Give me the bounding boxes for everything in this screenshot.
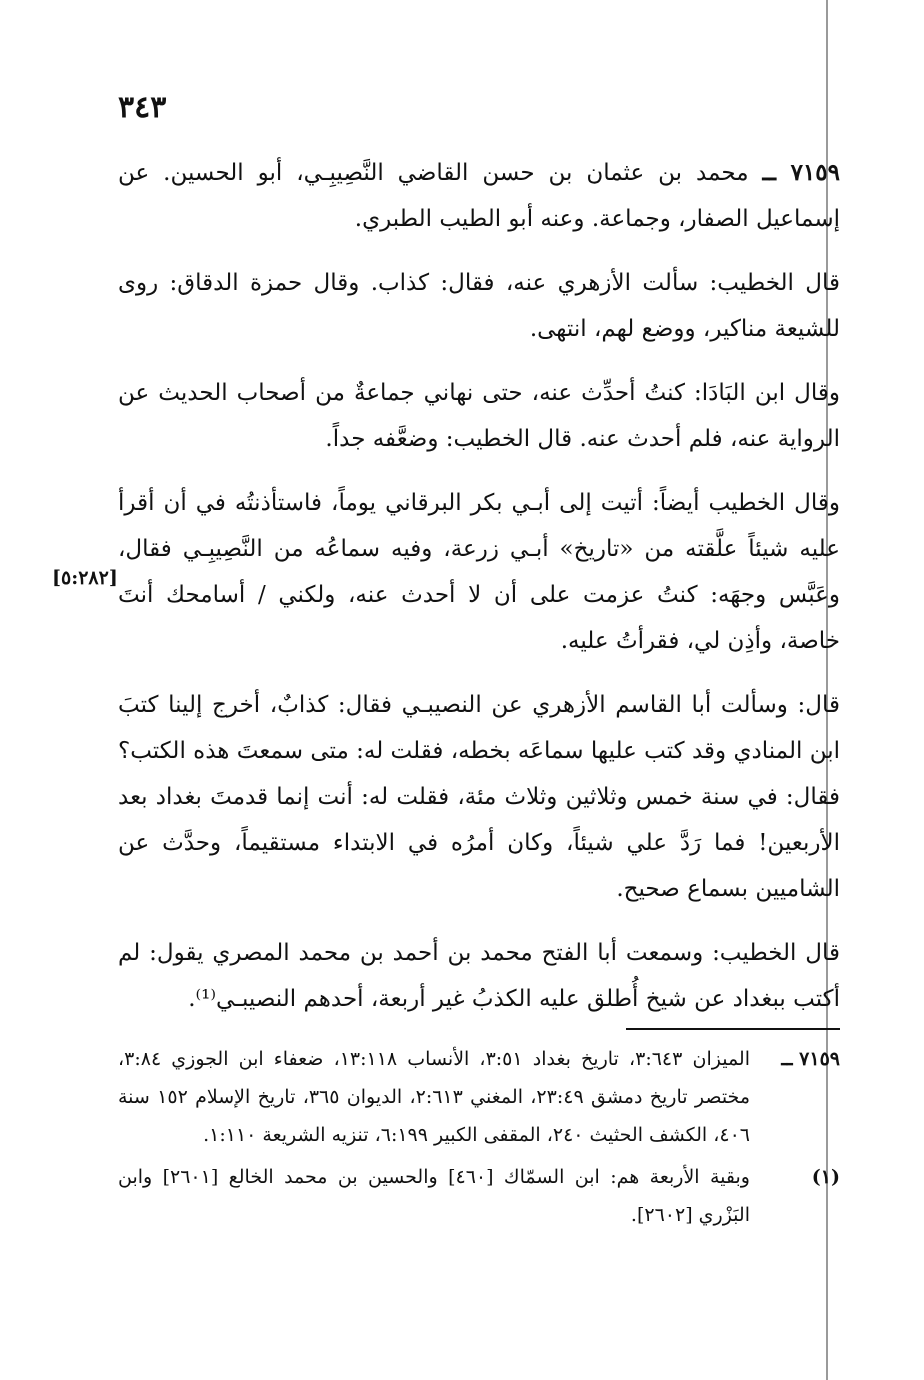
footnote-item	[118, 1040, 840, 1154]
page-number: ٣٤٣	[118, 90, 167, 125]
footnote-text: الميزان ٣:٦٤٣، تاريخ بغداد ٣:٥١، الأنساب ١٣:١١٨، ضعفاء ابن الجوزي ٣:٨٤، مختصر تاريخ دمشق ٢٣:٤٩، المغني ٢:٦١٣، الديوان ٣٦٥، تاريخ الإسلام ١٥٢ سنة ٤٠٦، الكشف الحثيث ٢٤٠، المقفى الكبير ٦:١٩٩، تنزيه الشريعة ١:١١٠.	[118, 1048, 750, 1146]
paragraph: قال الخطيب: وسمعت أبا الفتح محمد بن أحمد بن محمد المصري يقول: لم أكتب ببغداد عن شيخ أُطلق عليه الكذبُ غير أربعة، أحدهم النصيبـي⁽¹⁾.	[118, 940, 840, 1012]
entry-number: ٧١٥٩ ــ	[762, 159, 840, 186]
paragraph: قال الخطيب: سألت الأزهري عنه، فقال: كذاب. وقال حمزة الدقاق: روى للشيعة مناكير، ووضع لهم، انتهى.	[118, 270, 840, 342]
footnote-text: وبقية الأربعة هم: ابن السمّاك [٤٦٠] والحسين بن محمد الخالع [٢٦٠١] وابن البَزْري [٢٦٠٢].	[118, 1166, 750, 1226]
footnote-marker: ٧١٥٩ ــ	[781, 1048, 840, 1070]
entry-heading	[118, 150, 840, 242]
paragraph: وقال الخطيب أيضاً: أتيت إلى أبـي بكر البرقاني يوماً، فاستأذنتُه في أن أقرأ عليه شيئاً علَّقته من «تاريخ» أبـي زرعة، وفيه سماعُه من النَّصِيبِـي فقال، وعَبَّس وجهَه: كنتُ عزمت على أن لا أحدث عنه، ولكني / أسامحك أنتَ خاصة، وأذِن لي، فقرأتُ عليه.	[118, 490, 840, 654]
footnote-item	[118, 1158, 840, 1234]
main-text	[118, 150, 840, 1040]
paragraph: قال: وسألت أبا القاسم الأزهري عن النصيبـي فقال: كذابٌ، أخرج إلينا كتبَ ابن المنادي وقد كتب عليها سماعَه بخطه، فقلت له: متى سمعتَ هذه الكتب؟ فقال: في سنة خمس وثلاثين وثلاث مئة، فقلت له: أنت إنما قدمتَ بغداد بعد الأربعين! فما رَدَّ علي شيئاً، وكان أمرُه في الابتداء مستقيماً، وحدَّث عن الشاميين بسماع صحيح.	[118, 692, 840, 902]
footnote-marker: (١)	[811, 1166, 840, 1188]
paragraph: وقال ابن البَادَا: كنتُ أحدِّث عنه، حتى نهاني جماعةٌ من أصحاب الحديث عن الرواية عنه، فلم أحدث عنه. قال الخطيب: وضعَّفه جداً.	[118, 380, 840, 452]
volume-page-reference: [٥:٢٨٢]	[52, 567, 118, 589]
footnote-separator	[626, 1028, 840, 1030]
footnotes	[118, 1040, 840, 1238]
entry-heading-text: محمد بن عثمان بن حسن القاضي النَّصِيبِـي، أبو الحسين. عن إسماعيل الصفار، وجماعة. وعنه أبو الطيب الطبري.	[118, 160, 840, 232]
